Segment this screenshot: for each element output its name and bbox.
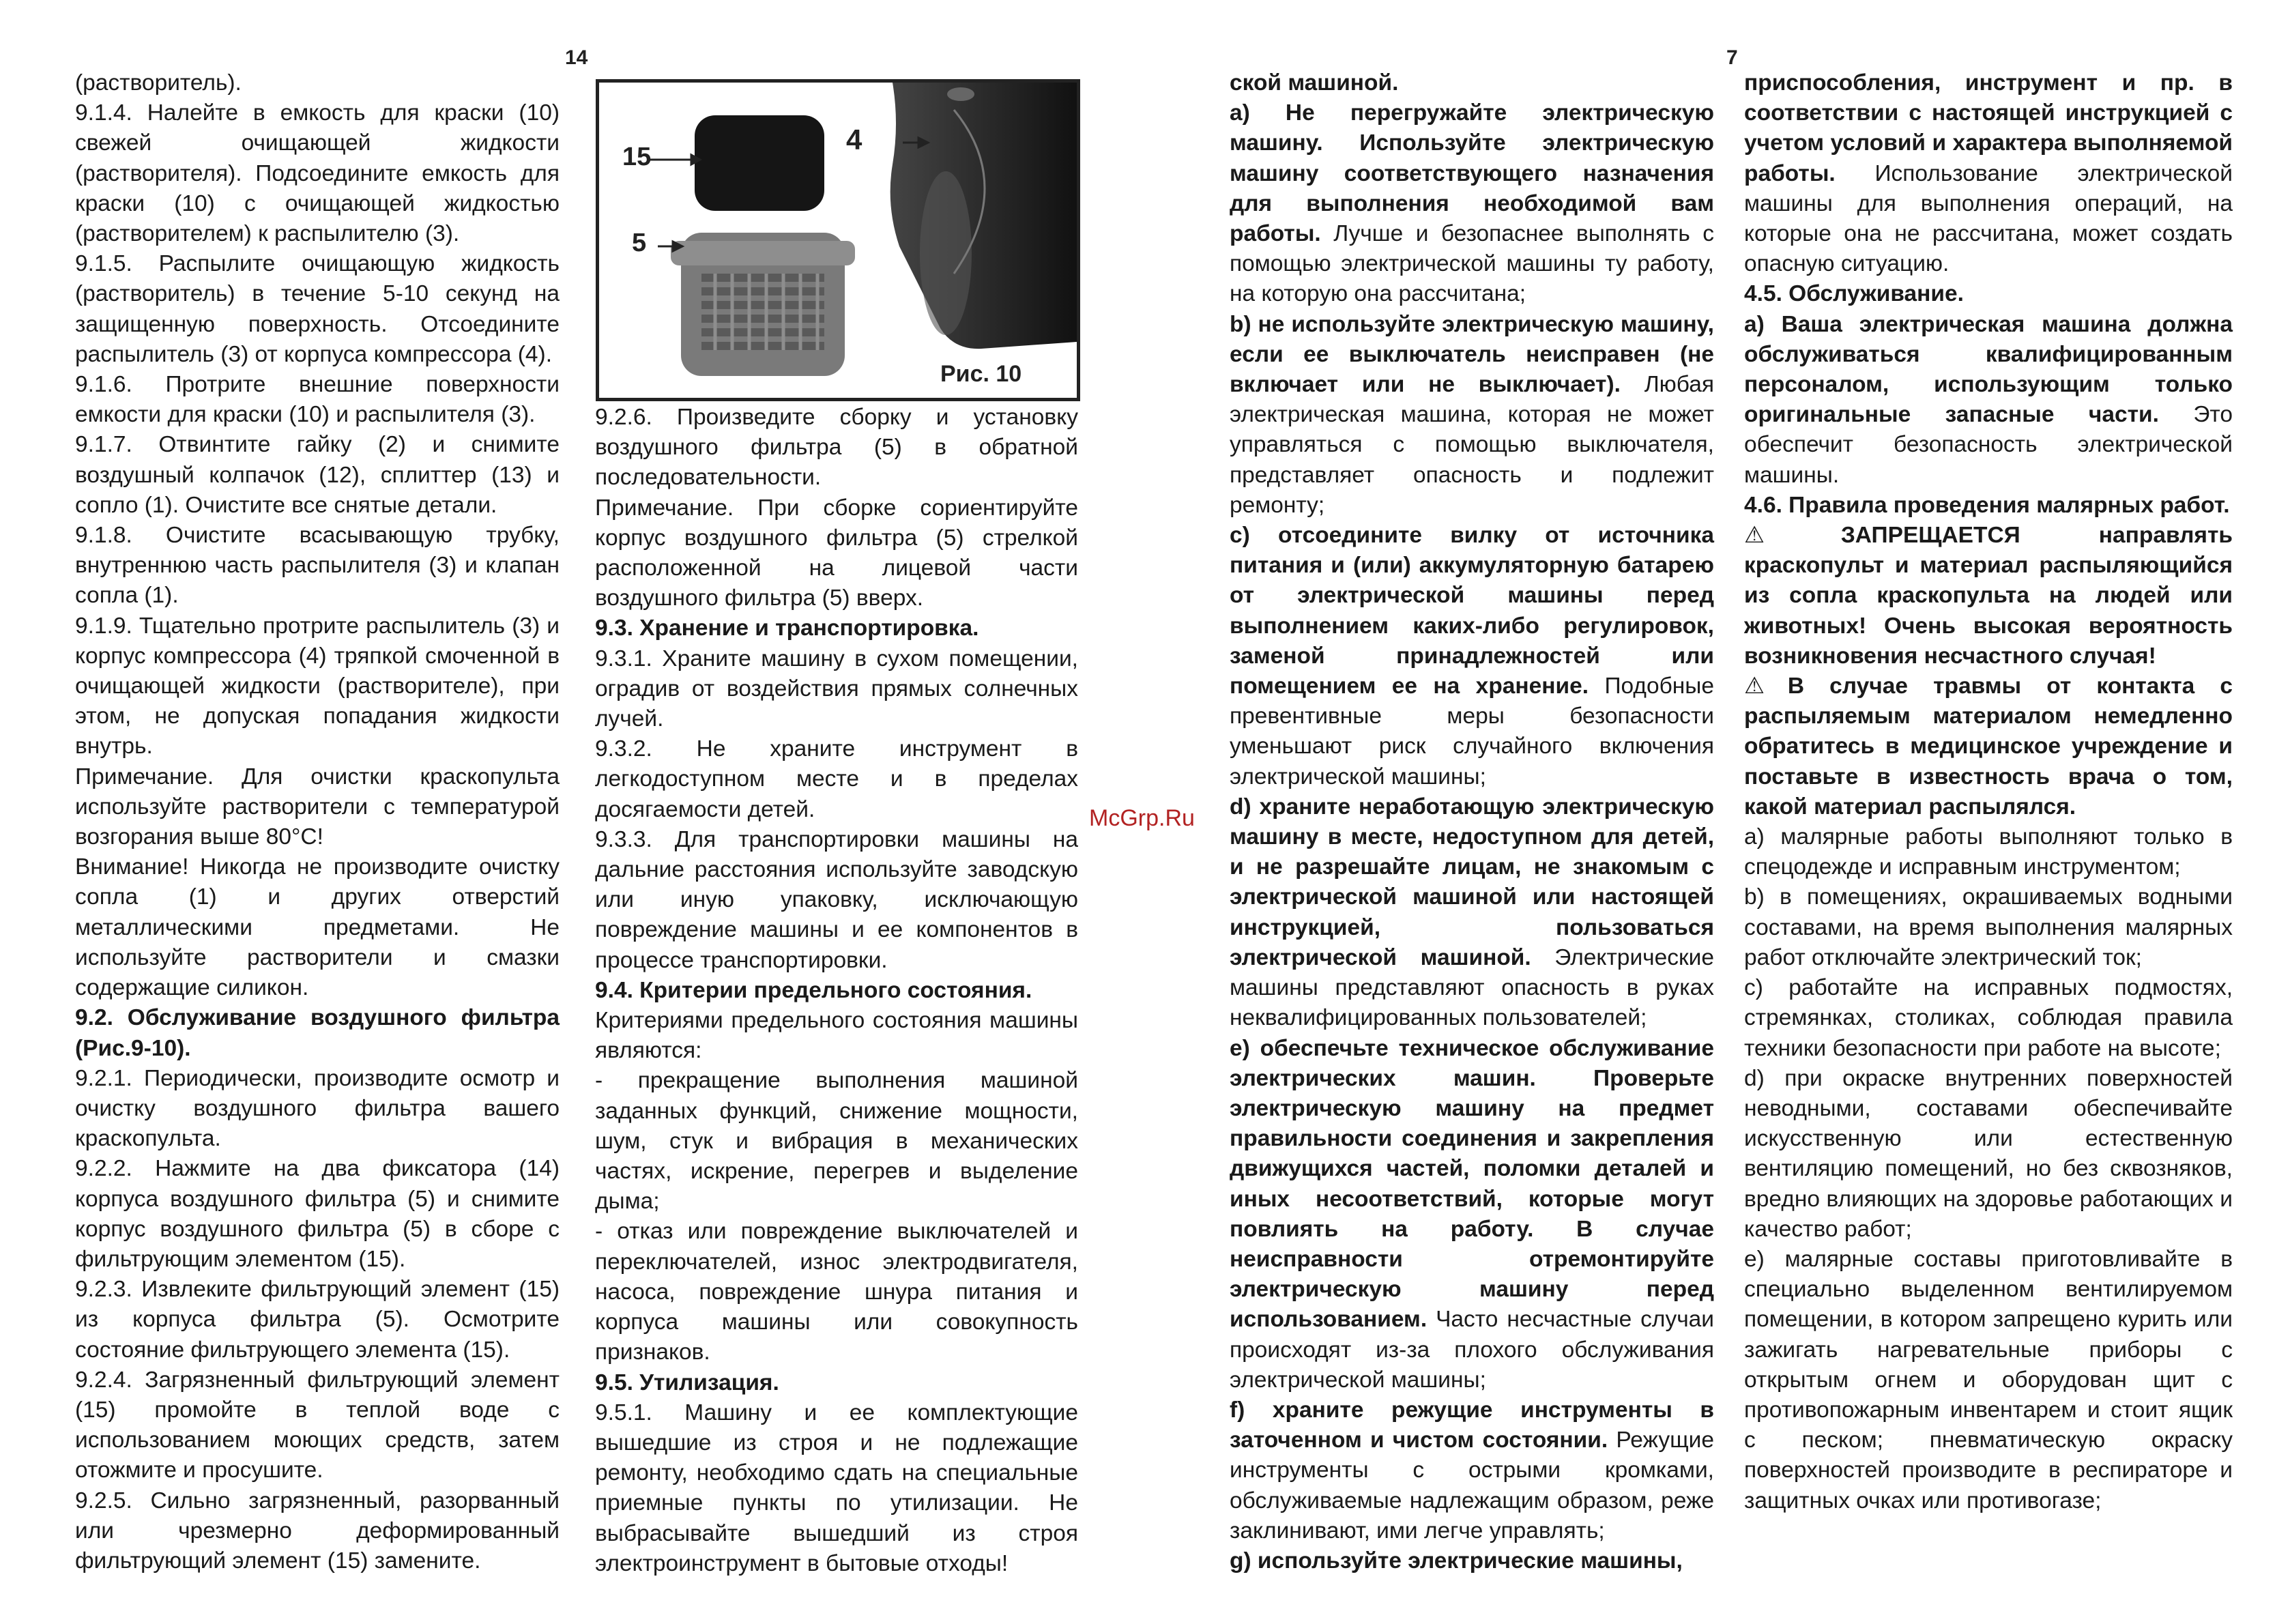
page-number-right: 7 <box>1726 46 1738 69</box>
regular-text: b) в помещениях, окрашиваемых водными составами, на время выполнения малярных работ отключайте электрический ток; <box>1744 884 2233 970</box>
warning-icon: ⚠ <box>1744 673 1784 699</box>
bold-text: е) обеспечьте техническое обслуживание электрических машин. Проверьте электрическую машину на предмет правильности соединения и закрепления движущихся частей, поломки деталей и иных несоответствий, которые могут повлиять на работу. В случае неисправности отремонтируйте электрическую машину перед использованием. <box>1230 1035 1714 1333</box>
paragraph: 9.1.5. Распылите очищающую жидкость (растворитель) в течение 5-10 секунд на защищенную поверхность. Отсоедините распылитель (3) от корпуса компрессора (4). <box>75 251 560 367</box>
bold-text: b) не используйте электрическую машину, если ее выключатель неисправен (не включает или не выключает). <box>1230 311 1714 398</box>
bold-text: ЗАПРЕЩАЕТСЯ направлять краскопульт и материал распыляющийся из сопла краскопульта на людей или животных! Очень высокая вероятность возникновения несчастного случая! <box>1744 523 2233 669</box>
bold-text: а) Ваша электрическая машина должна обслуживаться квалифицированным персоналом, использующим только оригинальные запасные части. <box>1744 311 2233 428</box>
watermark: McGrp.Ru <box>1089 805 1195 831</box>
bold-text: 4.5. Обслуживание. <box>1744 281 1964 307</box>
air-filter-illustration <box>599 83 1077 398</box>
paragraph <box>1744 521 2233 671</box>
bold-text: 4.6. Правила проведения малярных работ. <box>1744 492 2230 518</box>
paragraph <box>1744 491 2233 521</box>
paragraph <box>1230 1546 1714 1576</box>
right-page <box>1145 0 2290 1624</box>
label-15: 15 <box>622 143 652 171</box>
regular-text: е) малярные составы приготовливайте в специально выделенном вентилируемом помещении, в котором запрещено курить или зажигать нагревательные приборы с открытым огнем и оборудован щит с противопожарным инвентарем и стоит ящик с песком; пневматическую окраску поверхностей производите в респираторе и защитных очках или противогазе; <box>1744 1246 2233 1513</box>
paragraph <box>1230 1395 1714 1546</box>
page-number: 14 <box>565 46 588 69</box>
warning-icon: ⚠ <box>1744 523 1837 549</box>
text-column-3 <box>1230 68 1714 1576</box>
paragraph <box>1230 68 1714 98</box>
bold-text: ской машиной. <box>1230 70 1399 96</box>
regular-text: Это обеспечит безопасность электрической машины. <box>1744 402 2233 488</box>
section-heading: 9.2. Обслуживание воздушного фильтра (Рис.9-10). <box>75 1005 560 1061</box>
paragraph: 9.1.9. Тщательно протрите распылитель (3) и корпус компрессора (4) тряпкой смоченной в очищающей жидкости (растворителе), при этом, не допуская попадания жидкости внутрь. <box>75 613 560 759</box>
bold-text: В случае травмы от контакта с распыляемым материалом немедленно обратитесь в медицинское учреждение и поставьте в известность врача о том, какой материал распылялся. <box>1744 673 2233 820</box>
paragraph <box>1744 671 2233 822</box>
paragraph: 9.5.1. Машину и ее комплектующие вышедшие из строя и не подлежащие ремонту, необходимо сдать на специальные приемные пункты по утилизации. Не выбрасывайте вышедший из строя электроинструмент в бытовые отходы! <box>595 1400 1078 1576</box>
paragraph: Примечание. При сборке сориентируйте корпус воздушного фильтра (5) стрелкой расположенной на лицевой части воздушного фильтра (5) вверх. <box>595 495 1078 611</box>
paragraph <box>1230 521 1714 792</box>
paragraph: Внимание! Никогда не производите очистку сопла (1) и других отверстий металлическими предметами. Не используйте растворители и смазки содержащие силикон. <box>75 854 560 1001</box>
paragraph <box>1744 68 2233 279</box>
text-column-2 <box>595 403 1078 1579</box>
paragraph: 9.2.1. Периодически, производите осмотр и очистку воздушного фильтра вашего краскопульта. <box>75 1065 560 1152</box>
bold-text: а) Не перегружайте электрическую машину. Используйте электрическую машину соответствующего назначения для выполнения необходимой вам работы. <box>1230 100 1714 247</box>
paragraph: 9.2.4. Загрязненный фильтрующий элемент (15) промойте в теплой воде с использованием моющих средств, затем отожмите и просушите. <box>75 1367 560 1483</box>
text-column-4 <box>1744 68 2233 1516</box>
regular-text: Использование электрической машины для выполнения операций, на которые она не рассчитана, может создать опасную ситуацию. <box>1744 160 2233 277</box>
paragraph: 9.1.4. Налейте в емкость для краски (10) свежей очищающей жидкости (растворителя). Подсоедините емкость для краски (10) с очищающей жидкостью (растворителем) к распылителю (3). <box>75 100 560 247</box>
paragraph: 9.3.2. Не храните инструмент в легкодоступном месте и в пределах досягаемости детей. <box>595 736 1078 822</box>
bold-text: f) храните режущие инструменты в заточенном и чистом состоянии. <box>1230 1397 1714 1453</box>
regular-text: Режущие инструменты с острыми кромками, обслуживаемые надлежащим образом, реже заклинивают, ими легче управлять; <box>1230 1427 1714 1543</box>
paragraph: Критериями предельного состояния машины являются: <box>595 1008 1078 1064</box>
paragraph: 9.2.2. Нажмите на два фиксатора (14) корпуса воздушного фильтра (5) и снимите корпус воздушного фильтра (5) в сборе с фильтрующим элементом (15). <box>75 1156 560 1272</box>
paragraph <box>1744 1245 2233 1516</box>
paragraph <box>1744 822 2233 882</box>
paragraph <box>1230 310 1714 521</box>
label-4: 4 <box>846 124 863 156</box>
paragraph <box>1744 882 2233 973</box>
bold-text: d) храните неработающую электрическую машину в месте, недоступном для детей, и не разрешайте лицам, не знакомым с электрической машиной или настоящей инструкцией, пользоваться электрической машиной. <box>1230 794 1714 970</box>
label-5: 5 <box>632 229 647 257</box>
regular-text: Часто несчастные случаи происходят из-за плохого обслуживания электрической машины; <box>1230 1307 1714 1393</box>
paragraph: (растворитель). <box>75 70 242 96</box>
text-column-1 <box>75 68 560 1576</box>
section-heading: 9.3. Хранение и транспортировка. <box>595 615 979 641</box>
paragraph <box>1744 310 2233 491</box>
paragraph: 9.2.3. Извлеките фильтрующий элемент (15) из корпуса фильтра (5). Осмотрите состояние фильтрующего элемента (15). <box>75 1277 560 1363</box>
paragraph <box>1744 279 2233 309</box>
section-heading: 9.4. Критерии предельного состояния. <box>595 977 1032 1003</box>
filter-element-shape <box>695 115 824 211</box>
filter-housing-shape <box>671 233 855 376</box>
paragraph: 9.3.3. Для транспортировки машины на дальние расстояния используйте заводскую или иную упаковку, исключающую повреждение машины и ее компонентов в процессе транспортировки. <box>595 826 1078 973</box>
paragraph: 9.3.1. Храните машину в сухом помещении, оградив от воздействия прямых солнечных лучей. <box>595 646 1078 732</box>
bold-text: с) отсоедините вилку от источника питания и (или) аккумуляторную батарею от электрической машины перед выполнением каких-либо регулировок, заменой принадлежностей или помещением ее на хранение. <box>1230 523 1714 699</box>
paragraph: Примечание. Для очистки краскопульта используйте растворители с температурой возгорания выше 80°С! <box>75 764 560 850</box>
paragraph <box>1230 1034 1714 1395</box>
paragraph: 9.2.6. Произведите сборку и установку воздушного фильтра (5) в обратной последовательности. <box>595 405 1078 491</box>
figure-10 <box>596 79 1080 401</box>
paragraph: 9.1.7. Отвинтите гайку (2) и снимите воздушный колпачок (12), сплиттер (13) и сопло (1). Очистите все снятые детали. <box>75 432 560 518</box>
regular-text: Подобные превентивные меры безопасности уменьшают риск случайного включения электрической машины; <box>1230 673 1714 789</box>
paragraph: 9.2.5. Сильно загрязненный, разорванный или чрезмерно деформированный фильтрующий элемент (15) замените. <box>75 1488 560 1574</box>
bold-text: приспособления, инструмент и пр. в соответствии с настоящей инструкцией с учетом условий и характера выполняемой работы. <box>1744 70 2233 186</box>
paragraph <box>1744 973 2233 1064</box>
paragraph: 9.1.6. Протрите внешние поверхности емкости для краски (10) и распылителя (3). <box>75 372 560 428</box>
regular-text: с) работайте на исправных подмостях, стремянках, столиках, соблюдая правила техники безопасности при работе на высоте; <box>1744 975 2233 1061</box>
paragraph <box>1744 1064 2233 1245</box>
regular-text: Любая электрическая машина, которая не может управляться с помощью выключателя, представляет опасность и подлежит ремонту; <box>1230 372 1714 518</box>
bold-text: g) используйте электрические машины, <box>1230 1548 1683 1574</box>
regular-text: Электрические машины представляют опасность в руках неквалифицированных пользователей; <box>1230 944 1714 1031</box>
regular-text: а) малярные работы выполняют только в спецодежде и исправным инструментом; <box>1744 824 2233 880</box>
paragraph: - прекращение выполнения машиной заданных функций, снижение мощности, шум, стук и вибрация в механических частях, искрение, перегрев и выделение дыма; <box>595 1068 1078 1215</box>
figure-caption: Рис. 10 <box>940 361 1022 387</box>
regular-text: Лучше и безопаснее выполнять с помощью электрической машины ту работу, на которую она рассчитана; <box>1230 221 1714 307</box>
compressor-body-shape <box>890 83 1077 349</box>
paragraph <box>1230 98 1714 309</box>
section-heading: 9.5. Утилизация. <box>595 1369 779 1395</box>
paragraph: - отказ или повреждение выключателей и переключателей, износ электродвигателя, насоса, повреждение шнура питания и корпуса машины или совокупность признаков. <box>595 1219 1078 1365</box>
paragraph <box>1230 792 1714 1034</box>
paragraph: 9.1.8. Очистите всасывающую трубку, внутреннюю часть распылителя (3) и клапан сопла (1). <box>75 523 560 609</box>
regular-text: d) при окраске внутренних поверхностей неводными, составами обеспечивайте искусственную или естественную вентиляцию помещений, но без сквозняков, вредно влияющих на здоровье работающих и качество работ; <box>1744 1065 2233 1242</box>
